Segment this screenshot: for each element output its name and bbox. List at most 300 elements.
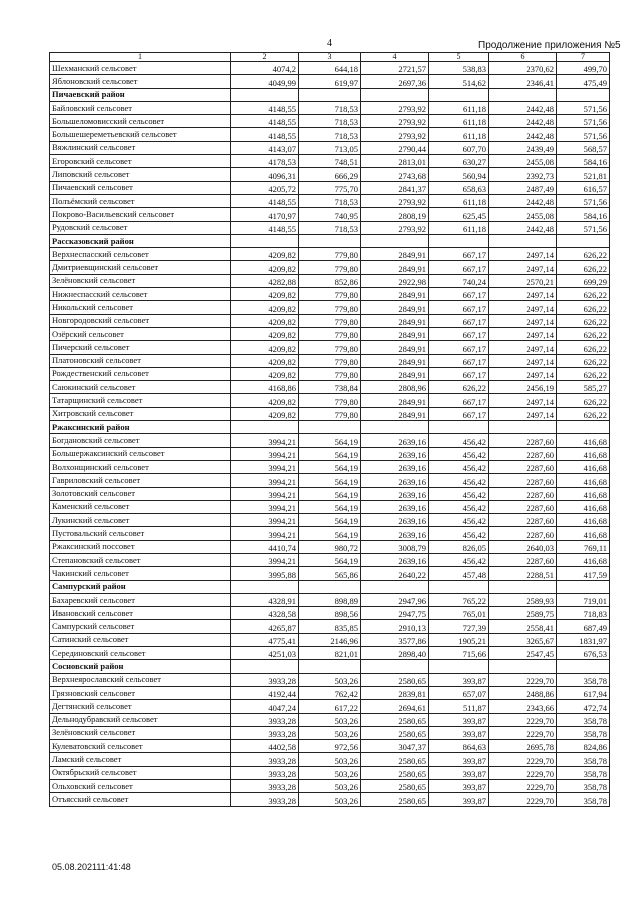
value-cell: 2370,62 bbox=[489, 62, 557, 75]
value-cell: 2343,66 bbox=[489, 700, 557, 713]
settlement-name: Дельнодубравский сельсовет bbox=[50, 713, 231, 726]
value-cell: 2697,36 bbox=[361, 75, 429, 88]
value-cell: 503,26 bbox=[299, 766, 361, 779]
value-cell: 571,56 bbox=[557, 115, 610, 128]
value-cell: 2456,19 bbox=[489, 381, 557, 394]
table-row bbox=[50, 407, 610, 420]
table-row bbox=[50, 301, 610, 314]
value-cell: 718,53 bbox=[299, 115, 361, 128]
value-cell: 4148,55 bbox=[231, 128, 299, 141]
district-row bbox=[50, 234, 610, 247]
value-cell: 2639,16 bbox=[361, 527, 429, 540]
value-cell: 626,22 bbox=[557, 248, 610, 261]
table-row bbox=[50, 726, 610, 739]
value-cell: 4178,53 bbox=[231, 155, 299, 168]
value-cell bbox=[231, 660, 299, 673]
value-cell: 416,68 bbox=[557, 487, 610, 500]
settlement-name: Большеломовисский сельсовет bbox=[50, 115, 231, 128]
value-cell: 3994,21 bbox=[231, 553, 299, 566]
value-cell: 521,81 bbox=[557, 168, 610, 181]
value-cell: 738,84 bbox=[299, 381, 361, 394]
value-cell: 2547,45 bbox=[489, 647, 557, 660]
value-cell: 667,17 bbox=[429, 261, 489, 274]
value-cell: 713,05 bbox=[299, 141, 361, 154]
value-cell: 765,01 bbox=[429, 607, 489, 620]
settlement-name: Зелёновский сельсовет bbox=[50, 274, 231, 287]
value-cell: 2793,92 bbox=[361, 115, 429, 128]
value-cell: 2839,81 bbox=[361, 686, 429, 699]
settlement-name: Ольховский сельсовет bbox=[50, 780, 231, 793]
value-cell: 740,95 bbox=[299, 208, 361, 221]
value-cell bbox=[489, 660, 557, 673]
value-cell: 2743,68 bbox=[361, 168, 429, 181]
value-cell: 667,17 bbox=[429, 367, 489, 380]
value-cell: 2640,22 bbox=[361, 567, 429, 580]
value-cell: 2898,40 bbox=[361, 647, 429, 660]
value-cell: 560,94 bbox=[429, 168, 489, 181]
value-cell: 611,18 bbox=[429, 101, 489, 114]
value-cell: 4410,74 bbox=[231, 540, 299, 553]
value-cell bbox=[557, 88, 610, 101]
value-cell: 625,45 bbox=[429, 208, 489, 221]
table-row bbox=[50, 607, 610, 620]
value-cell bbox=[361, 88, 429, 101]
value-cell: 4209,82 bbox=[231, 327, 299, 340]
page-number: 4 bbox=[327, 38, 332, 49]
value-cell: 2849,91 bbox=[361, 301, 429, 314]
value-cell: 4047,24 bbox=[231, 700, 299, 713]
value-cell: 2439,49 bbox=[489, 141, 557, 154]
value-cell: 2497,14 bbox=[489, 261, 557, 274]
value-cell: 779,80 bbox=[299, 394, 361, 407]
table-row bbox=[50, 460, 610, 473]
value-cell: 2558,41 bbox=[489, 620, 557, 633]
settlement-name: Сатинский сельсовет bbox=[50, 633, 231, 646]
value-cell: 358,78 bbox=[557, 766, 610, 779]
value-cell: 2841,37 bbox=[361, 181, 429, 194]
value-cell: 3994,21 bbox=[231, 527, 299, 540]
value-cell: 503,26 bbox=[299, 793, 361, 806]
value-cell: 2580,65 bbox=[361, 766, 429, 779]
value-cell: 765,22 bbox=[429, 593, 489, 606]
value-cell: 2639,16 bbox=[361, 447, 429, 460]
settlement-name: Рождественский сельсовет bbox=[50, 367, 231, 380]
settlement-name: Бахаревский сельсовет bbox=[50, 593, 231, 606]
value-cell: 3994,21 bbox=[231, 474, 299, 487]
value-cell: 2808,19 bbox=[361, 208, 429, 221]
settlement-name: Ржаксинский поссовет bbox=[50, 540, 231, 553]
settlement-name: Вяжлинский сельсовет bbox=[50, 141, 231, 154]
table-row bbox=[50, 115, 610, 128]
value-cell bbox=[489, 234, 557, 247]
settlement-name: Нижнеспасский сельсовет bbox=[50, 288, 231, 301]
value-cell: 4049,99 bbox=[231, 75, 299, 88]
value-cell: 4209,82 bbox=[231, 261, 299, 274]
value-cell: 626,22 bbox=[557, 327, 610, 340]
value-cell: 619,97 bbox=[299, 75, 361, 88]
value-cell: 2922,98 bbox=[361, 274, 429, 287]
value-cell: 2287,60 bbox=[489, 434, 557, 447]
table-row bbox=[50, 740, 610, 753]
value-cell: 779,80 bbox=[299, 327, 361, 340]
value-cell: 2229,70 bbox=[489, 780, 557, 793]
value-cell: 4209,82 bbox=[231, 314, 299, 327]
settlement-name: Отъясский сельсовет bbox=[50, 793, 231, 806]
value-cell: 4282,88 bbox=[231, 274, 299, 287]
value-cell: 3933,28 bbox=[231, 793, 299, 806]
value-cell: 2442,48 bbox=[489, 221, 557, 234]
settlement-name: Каменский сельсовет bbox=[50, 500, 231, 513]
value-cell: 718,53 bbox=[299, 221, 361, 234]
value-cell: 2287,60 bbox=[489, 474, 557, 487]
settlement-name: Байловский сельсовет bbox=[50, 101, 231, 114]
value-cell: 2790,44 bbox=[361, 141, 429, 154]
value-cell: 4328,91 bbox=[231, 593, 299, 606]
value-cell: 584,16 bbox=[557, 155, 610, 168]
value-cell: 2639,16 bbox=[361, 434, 429, 447]
value-cell: 607,70 bbox=[429, 141, 489, 154]
value-cell: 503,26 bbox=[299, 780, 361, 793]
value-cell: 667,17 bbox=[429, 341, 489, 354]
value-cell bbox=[557, 660, 610, 673]
value-cell bbox=[231, 421, 299, 434]
value-cell: 2639,16 bbox=[361, 487, 429, 500]
value-cell: 2442,48 bbox=[489, 101, 557, 114]
district-name: Сампурский район bbox=[50, 580, 231, 593]
value-cell: 2229,70 bbox=[489, 673, 557, 686]
value-cell bbox=[299, 580, 361, 593]
table-row bbox=[50, 394, 610, 407]
value-cell: 456,42 bbox=[429, 514, 489, 527]
table-row bbox=[50, 447, 610, 460]
value-cell: 2849,91 bbox=[361, 341, 429, 354]
value-cell: 2947,96 bbox=[361, 593, 429, 606]
table-row bbox=[50, 766, 610, 779]
value-cell: 2849,91 bbox=[361, 261, 429, 274]
value-cell: 416,68 bbox=[557, 460, 610, 473]
settlement-name: Хитровский сельсовет bbox=[50, 407, 231, 420]
value-cell: 699,29 bbox=[557, 274, 610, 287]
value-cell: 2497,14 bbox=[489, 327, 557, 340]
value-cell: 2442,48 bbox=[489, 115, 557, 128]
table-row bbox=[50, 155, 610, 168]
value-cell: 393,87 bbox=[429, 766, 489, 779]
value-cell: 2694,61 bbox=[361, 700, 429, 713]
value-cell: 393,87 bbox=[429, 780, 489, 793]
value-cell: 564,19 bbox=[299, 500, 361, 513]
table-row bbox=[50, 314, 610, 327]
value-cell: 416,68 bbox=[557, 447, 610, 460]
settlement-name: Татарщинский сельсовет bbox=[50, 394, 231, 407]
column-header: 4 bbox=[361, 53, 429, 62]
settlement-name: Большешереметьевский сельсовет bbox=[50, 128, 231, 141]
value-cell: 358,78 bbox=[557, 753, 610, 766]
value-cell: 538,83 bbox=[429, 62, 489, 75]
value-cell: 667,17 bbox=[429, 301, 489, 314]
value-cell bbox=[231, 234, 299, 247]
value-cell: 4192,44 bbox=[231, 686, 299, 699]
value-cell: 4168,86 bbox=[231, 381, 299, 394]
value-cell: 2849,91 bbox=[361, 314, 429, 327]
value-cell: 2849,91 bbox=[361, 367, 429, 380]
value-cell: 2346,41 bbox=[489, 75, 557, 88]
value-cell: 2589,75 bbox=[489, 607, 557, 620]
value-cell: 779,80 bbox=[299, 314, 361, 327]
value-cell: 416,68 bbox=[557, 474, 610, 487]
value-cell bbox=[299, 88, 361, 101]
value-cell: 416,68 bbox=[557, 553, 610, 566]
value-cell: 503,26 bbox=[299, 726, 361, 739]
column-header: 2 bbox=[231, 53, 299, 62]
value-cell: 564,19 bbox=[299, 447, 361, 460]
value-cell bbox=[557, 421, 610, 434]
value-cell: 4265,87 bbox=[231, 620, 299, 633]
table-row bbox=[50, 686, 610, 699]
value-cell: 393,87 bbox=[429, 753, 489, 766]
settlement-name: Зелёновский сельсовет bbox=[50, 726, 231, 739]
value-cell: 898,89 bbox=[299, 593, 361, 606]
settlement-name: Серединовский сельсовет bbox=[50, 647, 231, 660]
value-cell: 2849,91 bbox=[361, 288, 429, 301]
value-cell: 2229,70 bbox=[489, 766, 557, 779]
value-cell: 393,87 bbox=[429, 673, 489, 686]
value-cell: 4209,82 bbox=[231, 354, 299, 367]
value-cell: 585,27 bbox=[557, 381, 610, 394]
value-cell: 4209,82 bbox=[231, 394, 299, 407]
value-cell: 864,63 bbox=[429, 740, 489, 753]
settlement-name: Степановский сельсовет bbox=[50, 553, 231, 566]
settlement-name: Ивановский сельсовет bbox=[50, 607, 231, 620]
value-cell: 4775,41 bbox=[231, 633, 299, 646]
value-cell: 456,42 bbox=[429, 527, 489, 540]
table-row bbox=[50, 780, 610, 793]
value-cell: 2808,96 bbox=[361, 381, 429, 394]
value-cell: 718,53 bbox=[299, 194, 361, 207]
value-cell: 358,78 bbox=[557, 726, 610, 739]
value-cell: 3933,28 bbox=[231, 726, 299, 739]
value-cell: 2497,14 bbox=[489, 248, 557, 261]
value-cell: 4143,07 bbox=[231, 141, 299, 154]
value-cell: 571,56 bbox=[557, 101, 610, 114]
table-row bbox=[50, 341, 610, 354]
tariff-table bbox=[49, 52, 610, 807]
value-cell: 564,19 bbox=[299, 527, 361, 540]
settlement-name: Покрово-Васильевский сельсовет bbox=[50, 208, 231, 221]
settlement-name: Новгородовский сельсовет bbox=[50, 314, 231, 327]
column-header-row bbox=[50, 53, 610, 62]
value-cell: 2589,93 bbox=[489, 593, 557, 606]
value-cell: 718,53 bbox=[299, 101, 361, 114]
value-cell: 718,53 bbox=[299, 128, 361, 141]
value-cell: 3994,21 bbox=[231, 500, 299, 513]
value-cell: 2580,65 bbox=[361, 673, 429, 686]
value-cell: 667,17 bbox=[429, 327, 489, 340]
settlement-name: Пичаевский сельсовет bbox=[50, 181, 231, 194]
settlement-name: Егоровский сельсовет bbox=[50, 155, 231, 168]
value-cell: 3933,28 bbox=[231, 713, 299, 726]
value-cell: 3577,86 bbox=[361, 633, 429, 646]
value-cell: 616,57 bbox=[557, 181, 610, 194]
table-row bbox=[50, 514, 610, 527]
value-cell: 564,19 bbox=[299, 474, 361, 487]
value-cell: 2793,92 bbox=[361, 101, 429, 114]
value-cell: 393,87 bbox=[429, 793, 489, 806]
table-row bbox=[50, 593, 610, 606]
value-cell: 4170,97 bbox=[231, 208, 299, 221]
settlement-name: Золотовский сельсовет bbox=[50, 487, 231, 500]
value-cell: 762,42 bbox=[299, 686, 361, 699]
value-cell: 565,86 bbox=[299, 567, 361, 580]
value-cell: 2455,08 bbox=[489, 155, 557, 168]
table-row bbox=[50, 288, 610, 301]
value-cell: 2639,16 bbox=[361, 500, 429, 513]
value-cell: 2487,49 bbox=[489, 181, 557, 194]
value-cell: 779,80 bbox=[299, 341, 361, 354]
value-cell: 358,78 bbox=[557, 780, 610, 793]
value-cell: 456,42 bbox=[429, 434, 489, 447]
value-cell: 626,22 bbox=[557, 301, 610, 314]
column-header: 7 bbox=[557, 53, 610, 62]
value-cell: 564,19 bbox=[299, 487, 361, 500]
value-cell: 1831,97 bbox=[557, 633, 610, 646]
value-cell: 2580,65 bbox=[361, 726, 429, 739]
value-cell: 667,17 bbox=[429, 354, 489, 367]
value-cell: 2793,92 bbox=[361, 128, 429, 141]
value-cell bbox=[299, 421, 361, 434]
value-cell: 617,94 bbox=[557, 686, 610, 699]
value-cell: 2640,03 bbox=[489, 540, 557, 553]
value-cell: 456,42 bbox=[429, 500, 489, 513]
value-cell bbox=[489, 580, 557, 593]
settlement-name: Чакинский сельсовет bbox=[50, 567, 231, 580]
column-header: 3 bbox=[299, 53, 361, 62]
value-cell: 2497,14 bbox=[489, 354, 557, 367]
value-cell: 456,42 bbox=[429, 460, 489, 473]
table-row bbox=[50, 327, 610, 340]
value-cell: 4209,82 bbox=[231, 288, 299, 301]
value-cell bbox=[429, 660, 489, 673]
value-cell: 779,80 bbox=[299, 367, 361, 380]
value-cell: 3265,67 bbox=[489, 633, 557, 646]
table-row bbox=[50, 75, 610, 88]
value-cell: 2442,48 bbox=[489, 194, 557, 207]
table-row bbox=[50, 381, 610, 394]
value-cell: 2497,14 bbox=[489, 394, 557, 407]
table-row bbox=[50, 527, 610, 540]
value-cell: 2146,96 bbox=[299, 633, 361, 646]
district-row bbox=[50, 580, 610, 593]
value-cell bbox=[429, 234, 489, 247]
value-cell: 824,86 bbox=[557, 740, 610, 753]
value-cell: 626,22 bbox=[557, 341, 610, 354]
value-cell: 4402,58 bbox=[231, 740, 299, 753]
value-cell: 2287,60 bbox=[489, 460, 557, 473]
value-cell: 2497,14 bbox=[489, 314, 557, 327]
column-header: 1 bbox=[50, 53, 231, 62]
value-cell: 626,22 bbox=[557, 367, 610, 380]
footer-timestamp: 05.08.202111:41:48 bbox=[52, 862, 131, 872]
value-cell: 568,57 bbox=[557, 141, 610, 154]
value-cell: 2287,60 bbox=[489, 447, 557, 460]
value-cell: 2287,60 bbox=[489, 527, 557, 540]
value-cell: 740,24 bbox=[429, 274, 489, 287]
settlement-name: Полъёмский сельсовет bbox=[50, 194, 231, 207]
value-cell: 2639,16 bbox=[361, 514, 429, 527]
value-cell: 416,68 bbox=[557, 434, 610, 447]
value-cell: 393,87 bbox=[429, 713, 489, 726]
value-cell: 2229,70 bbox=[489, 713, 557, 726]
table-row bbox=[50, 168, 610, 181]
value-cell: 3994,21 bbox=[231, 487, 299, 500]
value-cell: 416,68 bbox=[557, 527, 610, 540]
settlement-name: Лукинский сельсовет bbox=[50, 514, 231, 527]
value-cell: 3994,21 bbox=[231, 514, 299, 527]
value-cell bbox=[557, 234, 610, 247]
value-cell: 2287,60 bbox=[489, 487, 557, 500]
district-row bbox=[50, 660, 610, 673]
value-cell: 972,56 bbox=[299, 740, 361, 753]
value-cell: 2455,08 bbox=[489, 208, 557, 221]
value-cell: 456,42 bbox=[429, 487, 489, 500]
table-row bbox=[50, 141, 610, 154]
table-row bbox=[50, 567, 610, 580]
value-cell: 3994,21 bbox=[231, 447, 299, 460]
value-cell: 2287,60 bbox=[489, 500, 557, 513]
value-cell: 4209,82 bbox=[231, 367, 299, 380]
value-cell: 2849,91 bbox=[361, 327, 429, 340]
value-cell: 2639,16 bbox=[361, 553, 429, 566]
value-cell: 852,86 bbox=[299, 274, 361, 287]
settlement-name: Сампурский сельсовет bbox=[50, 620, 231, 633]
value-cell: 826,05 bbox=[429, 540, 489, 553]
table-row bbox=[50, 474, 610, 487]
settlement-name: Гавриловский сельсовет bbox=[50, 474, 231, 487]
district-name: Рассказовский район bbox=[50, 234, 231, 247]
value-cell: 511,87 bbox=[429, 700, 489, 713]
value-cell: 4209,82 bbox=[231, 248, 299, 261]
value-cell: 503,26 bbox=[299, 753, 361, 766]
value-cell: 779,80 bbox=[299, 407, 361, 420]
table-row bbox=[50, 194, 610, 207]
value-cell: 2497,14 bbox=[489, 288, 557, 301]
value-cell: 2721,57 bbox=[361, 62, 429, 75]
table-row bbox=[50, 248, 610, 261]
value-cell bbox=[361, 660, 429, 673]
district-name: Сосновский район bbox=[50, 660, 231, 673]
value-cell: 835,85 bbox=[299, 620, 361, 633]
settlement-name: Никольский сельсовет bbox=[50, 301, 231, 314]
value-cell: 617,22 bbox=[299, 700, 361, 713]
value-cell: 4209,82 bbox=[231, 301, 299, 314]
value-cell: 2580,65 bbox=[361, 753, 429, 766]
value-cell: 2695,78 bbox=[489, 740, 557, 753]
value-cell: 779,80 bbox=[299, 261, 361, 274]
value-cell: 475,49 bbox=[557, 75, 610, 88]
value-cell: 571,56 bbox=[557, 221, 610, 234]
value-cell: 2570,21 bbox=[489, 274, 557, 287]
value-cell: 2813,01 bbox=[361, 155, 429, 168]
value-cell: 3995,88 bbox=[231, 567, 299, 580]
settlement-name: Октябрьский сельсовет bbox=[50, 766, 231, 779]
value-cell: 564,19 bbox=[299, 553, 361, 566]
settlement-name: Саюкинский сельсовет bbox=[50, 381, 231, 394]
value-cell: 667,17 bbox=[429, 407, 489, 420]
value-cell: 626,22 bbox=[557, 314, 610, 327]
table-row bbox=[50, 620, 610, 633]
value-cell: 2580,65 bbox=[361, 780, 429, 793]
value-cell: 2947,75 bbox=[361, 607, 429, 620]
table-row bbox=[50, 633, 610, 646]
